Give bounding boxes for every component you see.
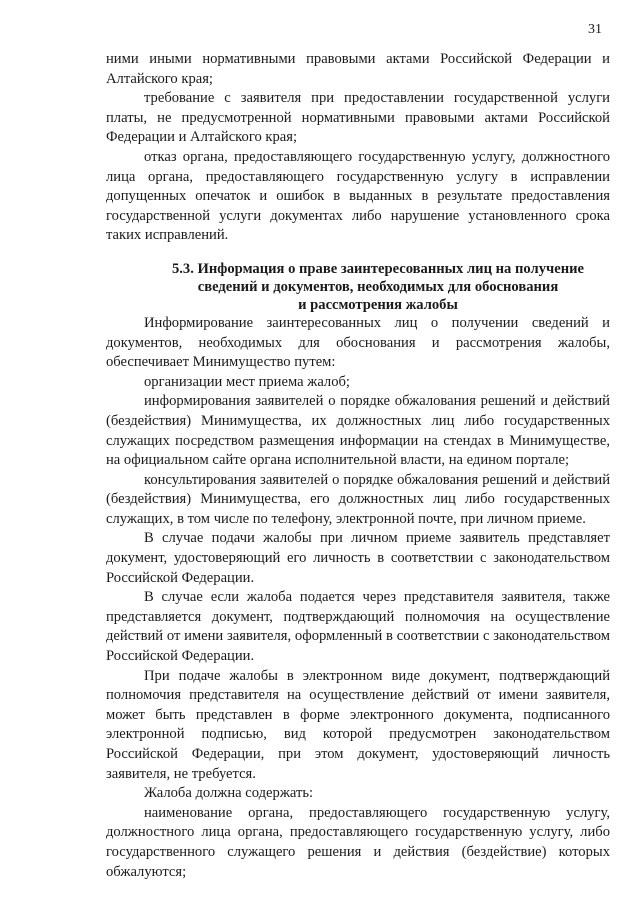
paragraph: консультирования заявителей о порядке обжалования решений и действий (бездействия) Минимущества, его должностных лиц либо государственных служащих, в том числе по телефону, электронной почте, при личном приеме. [106,471,610,527]
paragraph: информирования заявителей о порядке обжалования решений и действий (бездействия) Минимущества, их должностных лиц либо государственных служащих посредством размещения информации на стендах в Минимуществе, на официальном сайте органа исполнительной власти, на едином портале; [106,393,610,469]
section-heading-line: сведений и документов, необходимых для обоснования [197,278,559,295]
paragraph: При подаче жалобы в электронном виде документ, подтверждающий полномочия представителя на осуществление действий от имени заявителя, может быть представлен в форме электронного документа, подписанного электронной подписью, вид которой предусмотрен законодательством Российской Федерации, при этом документ, удостоверяющий личность заявителя, не требуется. [106,667,610,782]
section-heading-line: 5.3. Информация о праве заинтересованных лиц на получение [171,260,584,277]
paragraph: ними иными нормативными правовыми актами Российской Федерации и Алтайского края; [106,51,610,87]
paragraph: В случае если жалоба подается через представителя заявителя, также представляется документ, подтверждающий полномочия на осуществление действий от имени заявителя, оформленный в соответствии с законодательством Российской Федерации. [106,589,610,665]
section-heading [106,260,610,314]
paragraph: Жалоба должна содержать: [144,785,314,802]
paragraph: наименование органа, предоставляющего государственную услугу, должностного лица органа, предоставляющего государственную услугу, либо государственного служащего решения и действия (бездействие) которых обжалуются; [106,804,610,880]
page-number: 31 [588,22,602,37]
section-heading-line: и рассмотрения жалобы [298,296,458,313]
paragraph: отказ органа, предоставляющего государственную услугу, должностного лица органа, предоставляющего государственную услугу в исправлении допущенных опечаток и ошибок в выданных в результате предоставления государственной услуги документах либо нарушение установленного срока таких исправлений. [106,148,610,244]
paragraph: Информирование заинтересованных лиц о получении сведений и документов, необходимых для обоснования и рассмотрения жалобы, обеспечивает Минимущество путем: [106,314,610,371]
paragraph: требование с заявителя при предоставлении государственной услуги платы, не предусмотренной нормативными правовыми актами Российской Федерации и Алтайского края; [106,90,610,146]
paragraph: организации мест приема жалоб; [144,373,350,390]
paragraph: В случае подачи жалобы при личном приеме заявитель представляет документ, удостоверяющий его личность в соответствии с законодательством Российской Федерации. [106,530,610,586]
